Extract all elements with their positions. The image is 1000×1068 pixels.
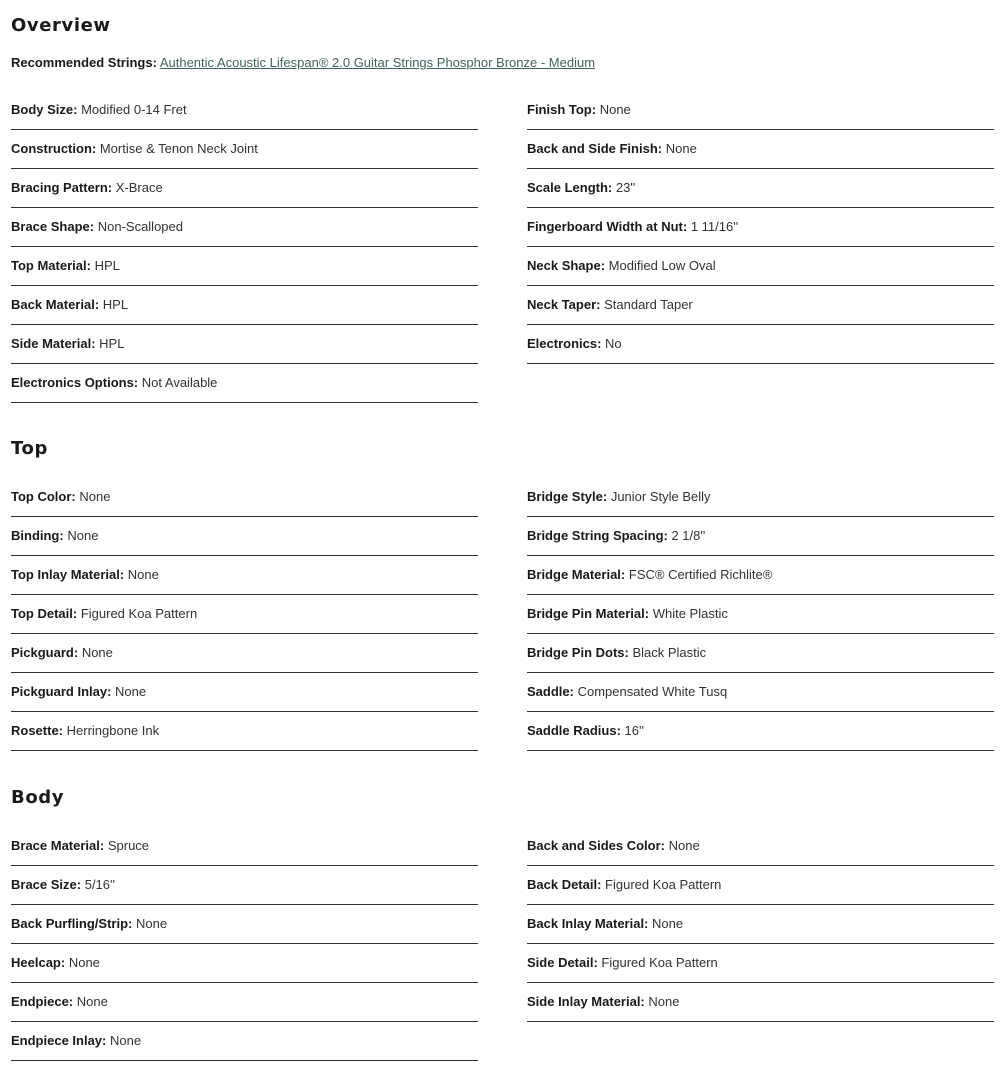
spec-label: Top Color: [11, 489, 76, 504]
spec-label: Finish Top: [527, 102, 597, 117]
spec-value: None [135, 916, 168, 931]
spec-value: Modified 0-14 Fret [81, 102, 187, 117]
spec-value: No [605, 336, 622, 351]
spec-row [527, 905, 994, 944]
spec-label: Brace Size: [11, 877, 82, 892]
overview-right-column [527, 91, 994, 364]
spec-row [11, 247, 478, 286]
section-title-top: Top [11, 438, 48, 459]
spec-value: Junior Style Belly [610, 489, 711, 504]
spec-value: Modified Low Oval [608, 258, 716, 273]
recommended-strings [11, 55, 595, 70]
spec-row [527, 673, 994, 712]
spec-label: Pickguard Inlay: [11, 684, 112, 699]
spec-row [11, 866, 478, 905]
spec-row [11, 712, 478, 751]
spec-label: Pickguard: [11, 645, 79, 660]
spec-label: Scale Length: [527, 180, 613, 195]
body-right-column [527, 827, 994, 1022]
spec-label: Endpiece: [11, 994, 74, 1009]
spec-row [527, 944, 994, 983]
spec-row [11, 595, 478, 634]
spec-label: Back Inlay Material: [527, 916, 649, 931]
spec-value: Compensated White Tusq [577, 684, 728, 699]
overview-left-column [11, 91, 478, 403]
spec-row [11, 905, 478, 944]
spec-row [527, 286, 994, 325]
spec-label: Construction: [11, 141, 97, 156]
top-right-column [527, 478, 994, 751]
spec-label: Top Detail: [11, 606, 78, 621]
spec-row [527, 208, 994, 247]
spec-row [527, 169, 994, 208]
spec-value: Non-Scalloped [97, 219, 183, 234]
spec-label: Binding: [11, 528, 64, 543]
section-title-overview: Overview [11, 15, 111, 36]
spec-label: Top Material: [11, 258, 91, 273]
spec-row [11, 169, 478, 208]
spec-label: Bridge Style: [527, 489, 608, 504]
spec-row [11, 364, 478, 403]
spec-row [11, 1022, 478, 1061]
spec-row [527, 130, 994, 169]
spec-value: 16'' [624, 723, 644, 738]
spec-value: HPL [102, 297, 129, 312]
spec-label: Electronics: [527, 336, 602, 351]
spec-value: Figured Koa Pattern [80, 606, 198, 621]
spec-row [527, 634, 994, 673]
spec-value: 1 11/16'' [690, 219, 739, 234]
spec-row [527, 556, 994, 595]
spec-label: Brace Shape: [11, 219, 95, 234]
spec-value: None [68, 955, 100, 970]
spec-label: Side Material: [11, 336, 96, 351]
spec-value: None [652, 916, 684, 931]
spec-value: White Plastic [652, 606, 728, 621]
spec-label: Body Size: [11, 102, 78, 117]
spec-value: 5/16'' [84, 877, 115, 892]
spec-row [11, 478, 478, 517]
spec-label: Heelcap: [11, 955, 66, 970]
recommended-strings-link[interactable]: Authentic Acoustic Lifespan® 2.0 Guitar Strings Phosphor Bronze - Medium [159, 55, 596, 70]
spec-value: None [110, 1033, 142, 1048]
spec-value: FSC® Certified Richlite® [628, 567, 773, 582]
section-title-body: Body [11, 787, 65, 808]
spec-value: Spruce [107, 838, 150, 853]
spec-label: Rosette: [11, 723, 64, 738]
recommended-strings-label: Recommended Strings: [11, 55, 157, 70]
spec-value: Figured Koa Pattern [605, 877, 722, 892]
spec-value: HPL [99, 336, 125, 351]
spec-row [11, 208, 478, 247]
spec-label: Bracing Pattern: [11, 180, 113, 195]
spec-value: Mortise & Tenon Neck Joint [99, 141, 258, 156]
spec-value: 23'' [615, 180, 636, 195]
spec-row [527, 91, 994, 130]
spec-value: HPL [94, 258, 120, 273]
spec-row [11, 517, 478, 556]
spec-row [11, 673, 478, 712]
spec-row [527, 866, 994, 905]
spec-row [11, 91, 478, 130]
spec-label: Top Inlay Material: [11, 567, 125, 582]
spec-label: Back and Side Finish: [527, 141, 663, 156]
spec-row [527, 983, 994, 1022]
spec-label: Neck Taper: [527, 297, 601, 312]
spec-label: Side Inlay Material: [527, 994, 645, 1009]
spec-label: Saddle Radius: [527, 723, 621, 738]
spec-row [527, 247, 994, 286]
spec-label: Fingerboard Width at Nut: [527, 219, 688, 234]
spec-value: None [599, 102, 631, 117]
spec-value: None [648, 994, 680, 1009]
spec-value: None [81, 645, 113, 660]
spec-value: None [67, 528, 99, 543]
spec-label: Brace Material: [11, 838, 105, 853]
spec-row [11, 983, 478, 1022]
spec-value: 2 1/8'' [671, 528, 706, 543]
spec-label: Back Detail: [527, 877, 602, 892]
spec-row [527, 478, 994, 517]
spec-value: Herringbone Ink [66, 723, 160, 738]
spec-value: X-Brace [115, 180, 163, 195]
body-left-column [11, 827, 478, 1061]
spec-row [527, 517, 994, 556]
spec-row [527, 325, 994, 364]
spec-row [527, 712, 994, 751]
top-left-column [11, 478, 478, 751]
spec-row [11, 286, 478, 325]
spec-value: None [79, 489, 111, 504]
spec-label: Endpiece Inlay: [11, 1033, 107, 1048]
spec-label: Back Purfling/Strip: [11, 916, 133, 931]
spec-label: Bridge Pin Dots: [527, 645, 629, 660]
spec-label: Bridge Material: [527, 567, 626, 582]
spec-label: Neck Shape: [527, 258, 606, 273]
spec-row [11, 634, 478, 673]
spec-value: None [668, 838, 700, 853]
spec-value: Black Plastic [632, 645, 707, 660]
spec-value: Not Available [141, 375, 218, 390]
spec-row [11, 556, 478, 595]
spec-label: Bridge String Spacing: [527, 528, 668, 543]
spec-label: Bridge Pin Material: [527, 606, 650, 621]
spec-value: Standard Taper [604, 297, 693, 312]
spec-label: Saddle: [527, 684, 574, 699]
spec-value: None [76, 994, 108, 1009]
spec-label: Back and Sides Color: [527, 838, 665, 853]
spec-row [11, 827, 478, 866]
spec-value: None [127, 567, 159, 582]
spec-label: Side Detail: [527, 955, 598, 970]
spec-label: Electronics Options: [11, 375, 139, 390]
spec-row [527, 827, 994, 866]
spec-label: Back Material: [11, 297, 100, 312]
spec-value: None [115, 684, 147, 699]
spec-row [11, 944, 478, 983]
spec-row [527, 595, 994, 634]
spec-value: Figured Koa Pattern [601, 955, 718, 970]
spec-row [11, 130, 478, 169]
spec-row [11, 325, 478, 364]
spec-value: None [665, 141, 697, 156]
